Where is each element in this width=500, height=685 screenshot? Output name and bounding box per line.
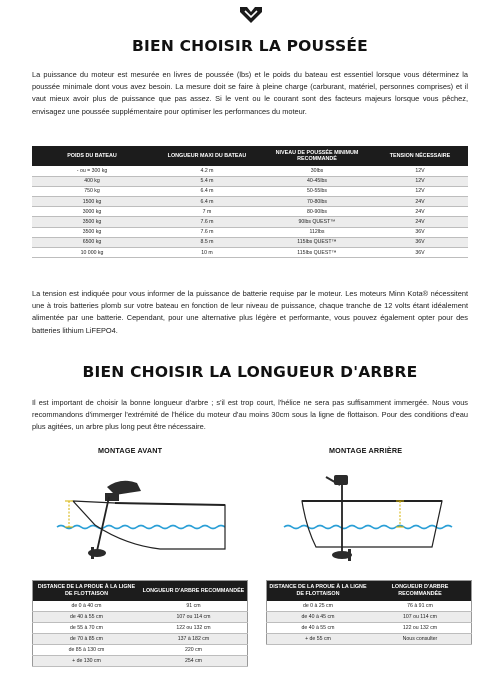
rear-table-row bbox=[267, 634, 472, 645]
header-shaft-length: LONGUEUR D'ARBRE RECOMMANDÉE bbox=[140, 581, 248, 601]
table-cell: 24V bbox=[372, 197, 468, 207]
header-boat-weight: POIDS DU BATEAU bbox=[32, 146, 152, 166]
table-cell: 112lbs bbox=[262, 227, 372, 237]
header-thrust-level: NIVEAU DE POUSSÉE MINIMUM RECOMMANDÉ bbox=[262, 146, 372, 166]
table-cell: 6.4 m bbox=[152, 197, 262, 207]
thrust-table-row bbox=[32, 197, 468, 207]
table-cell: 76 à 91 cm bbox=[369, 601, 472, 612]
rear-table-body bbox=[267, 601, 472, 645]
thrust-table-row bbox=[32, 176, 468, 186]
front-table-row bbox=[33, 612, 248, 623]
shaft-intro-text: Il est important de choisir la bonne longueur d'arbre ; s'il est trop court, l'hélice ne sera pas suffisamment immergée. Nous vous recommandons d'immerger l'extrémité de l'hélice du moteur d'au moins 30cm sous la ligne de flottaison. Pour des conditions d'eau plus agitées, un arbre plus long peut être nécessaire. bbox=[32, 398, 468, 432]
table-cell: 220 cm bbox=[140, 645, 248, 656]
table-cell: de 0 à 25 cm bbox=[267, 601, 369, 612]
table-cell: 8.5 m bbox=[152, 237, 262, 247]
table-cell: 90lbs QUEST™ bbox=[262, 217, 372, 227]
table-cell: 107 ou 114 cm bbox=[369, 612, 472, 623]
header-boat-length: LONGUEUR MAXI DU BATEAU bbox=[152, 146, 262, 166]
thrust-intro-text: La puissance du moteur est mesurée en livres de poussée (lbs) et le poids du bateau est essentiel lorsque vous déterminez la poussée minimale dont vous avez besoin. La mesure doit se faire à pleine charge (carburant, matériel, personnes comprises) et il vaut mieux avoir plus de puissance que pas assez. Si le vent ou le courant sont des facteurs majeurs lorsque vous pêchez, envisagez une poussée supplémentaire pour optimiser les performances du moteur. bbox=[32, 70, 468, 116]
table-cell: 70-80lbs bbox=[262, 197, 372, 207]
table-cell: 4.2 m bbox=[152, 166, 262, 176]
rear-mount-title: MONTAGE ARRIÈRE bbox=[329, 446, 403, 455]
boat-hull-icon bbox=[302, 501, 442, 547]
thrust-table-row bbox=[32, 166, 468, 176]
table-cell: 10 000 kg bbox=[32, 248, 152, 258]
header-shaft-length: LONGUEUR D'ARBRE RECOMMANDÉE bbox=[369, 581, 472, 601]
table-cell: 12V bbox=[372, 186, 468, 196]
boat-hull-icon bbox=[73, 501, 225, 549]
table-cell: 7.6 m bbox=[152, 227, 262, 237]
table-cell: 7 m bbox=[152, 207, 262, 217]
waterline-icon bbox=[284, 526, 452, 529]
table-cell: 137 à 182 cm bbox=[140, 634, 248, 645]
thrust-table-body bbox=[32, 166, 468, 258]
front-table-header-row bbox=[33, 581, 248, 601]
table-cell: 24V bbox=[372, 207, 468, 217]
table-cell: Nous consulter bbox=[369, 634, 472, 645]
section-title-thrust: BIEN CHOISIR LA POUSSÉE bbox=[132, 37, 368, 55]
thrust-table-row bbox=[32, 207, 468, 217]
table-cell: de 70 à 85 cm bbox=[33, 634, 140, 645]
table-cell: de 85 à 130 cm bbox=[33, 645, 140, 656]
table-cell: + de 130 cm bbox=[33, 656, 140, 667]
battery-info-text: La tension est indiquée pour vous informer de la puissance de batterie requise par le moteur. Les moteurs Minn Kota® nécessitent une à trois batteries plomb sur votre bateau en fonction de leur niveau de puissance, chaque tranche de 12 volts étant idéalement alimentée par une batterie. Cependant, pour une alternative plus légère et performante, vous pouvez également opter pour des batteries lithium LiFEPO4. bbox=[32, 289, 468, 335]
front-table-row bbox=[33, 623, 248, 634]
rear-mount-table bbox=[266, 580, 472, 645]
table-cell: 12V bbox=[372, 176, 468, 186]
table-cell: 5.4 m bbox=[152, 176, 262, 186]
front-table-body bbox=[33, 601, 248, 667]
front-mount-table bbox=[32, 580, 248, 667]
table-cell: 115lbs QUEST™ bbox=[262, 237, 372, 247]
motor-head-icon bbox=[107, 481, 141, 495]
table-cell: 3500 kg bbox=[32, 227, 152, 237]
table-cell: 50-55lbs bbox=[262, 186, 372, 196]
table-cell: de 0 à 40 cm bbox=[33, 601, 140, 612]
table-cell: 254 cm bbox=[140, 656, 248, 667]
table-cell: de 40 à 45 cm bbox=[267, 612, 369, 623]
table-cell: 750 kg bbox=[32, 186, 152, 196]
table-cell: 6.4 m bbox=[152, 186, 262, 196]
table-cell: 12V bbox=[372, 166, 468, 176]
rear-table-row bbox=[267, 612, 472, 623]
front-mount-illustration bbox=[55, 457, 230, 572]
table-cell: 122 ou 132 cm bbox=[140, 623, 248, 634]
rear-mount-illustration bbox=[282, 457, 457, 572]
thrust-table-row bbox=[32, 217, 468, 227]
thrust-table-row bbox=[32, 186, 468, 196]
table-cell: 30lbs bbox=[262, 166, 372, 176]
table-cell: 80-90lbs bbox=[262, 207, 372, 217]
front-table-row bbox=[33, 634, 248, 645]
front-table-row bbox=[33, 656, 248, 667]
rear-table-header-row bbox=[267, 581, 472, 601]
table-cell: 24V bbox=[372, 217, 468, 227]
motor-shaft-icon bbox=[97, 497, 109, 551]
table-cell: de 40 à 55 cm bbox=[267, 623, 369, 634]
front-table-row bbox=[33, 645, 248, 656]
table-cell: 400 kg bbox=[32, 176, 152, 186]
table-cell: 36V bbox=[372, 237, 468, 247]
table-cell: 6500 kg bbox=[32, 237, 152, 247]
thrust-table-header-row bbox=[32, 146, 468, 166]
front-mount-title: MONTAGE AVANT bbox=[98, 446, 163, 455]
table-cell: 7.6 m bbox=[152, 217, 262, 227]
table-cell: 10 m bbox=[152, 248, 262, 258]
section-title-shaft: BIEN CHOISIR LA LONGUEUR D'ARBRE bbox=[82, 363, 418, 381]
header-bow-distance: DISTANCE DE LA PROUE À LA LIGNE DE FLOTTAISON bbox=[33, 581, 140, 601]
header-bow-distance: DISTANCE DE LA PROUE À LA LIGNE DE FLOTTAISON bbox=[267, 581, 369, 601]
thrust-table-row bbox=[32, 248, 468, 258]
table-cell: de 40 à 55 cm bbox=[33, 612, 140, 623]
header-voltage: TENSION NÉCESSAIRE bbox=[372, 146, 468, 166]
waterline-icon bbox=[57, 526, 225, 529]
table-cell: 115lbs QUEST™ bbox=[262, 248, 372, 258]
rear-table-row bbox=[267, 601, 472, 612]
table-cell: 36V bbox=[372, 227, 468, 237]
table-cell: 40-45lbs bbox=[262, 176, 372, 186]
table-cell: - ou = 300 kg bbox=[32, 166, 152, 176]
thrust-table-row bbox=[32, 237, 468, 247]
brand-logo-icon bbox=[239, 6, 263, 24]
table-cell: 3500 kg bbox=[32, 217, 152, 227]
propeller-icon bbox=[88, 549, 106, 557]
table-cell: + de 55 cm bbox=[267, 634, 369, 645]
table-cell: 91 cm bbox=[140, 601, 248, 612]
table-cell: 3000 kg bbox=[32, 207, 152, 217]
front-table-row bbox=[33, 601, 248, 612]
rear-table-row bbox=[267, 623, 472, 634]
table-cell: 107 ou 114 cm bbox=[140, 612, 248, 623]
thrust-table-row bbox=[32, 227, 468, 237]
thrust-table bbox=[32, 146, 468, 258]
table-cell: 36V bbox=[372, 248, 468, 258]
table-cell: 122 ou 132 cm bbox=[369, 623, 472, 634]
table-cell: de 55 à 70 cm bbox=[33, 623, 140, 634]
table-cell: 1500 kg bbox=[32, 197, 152, 207]
